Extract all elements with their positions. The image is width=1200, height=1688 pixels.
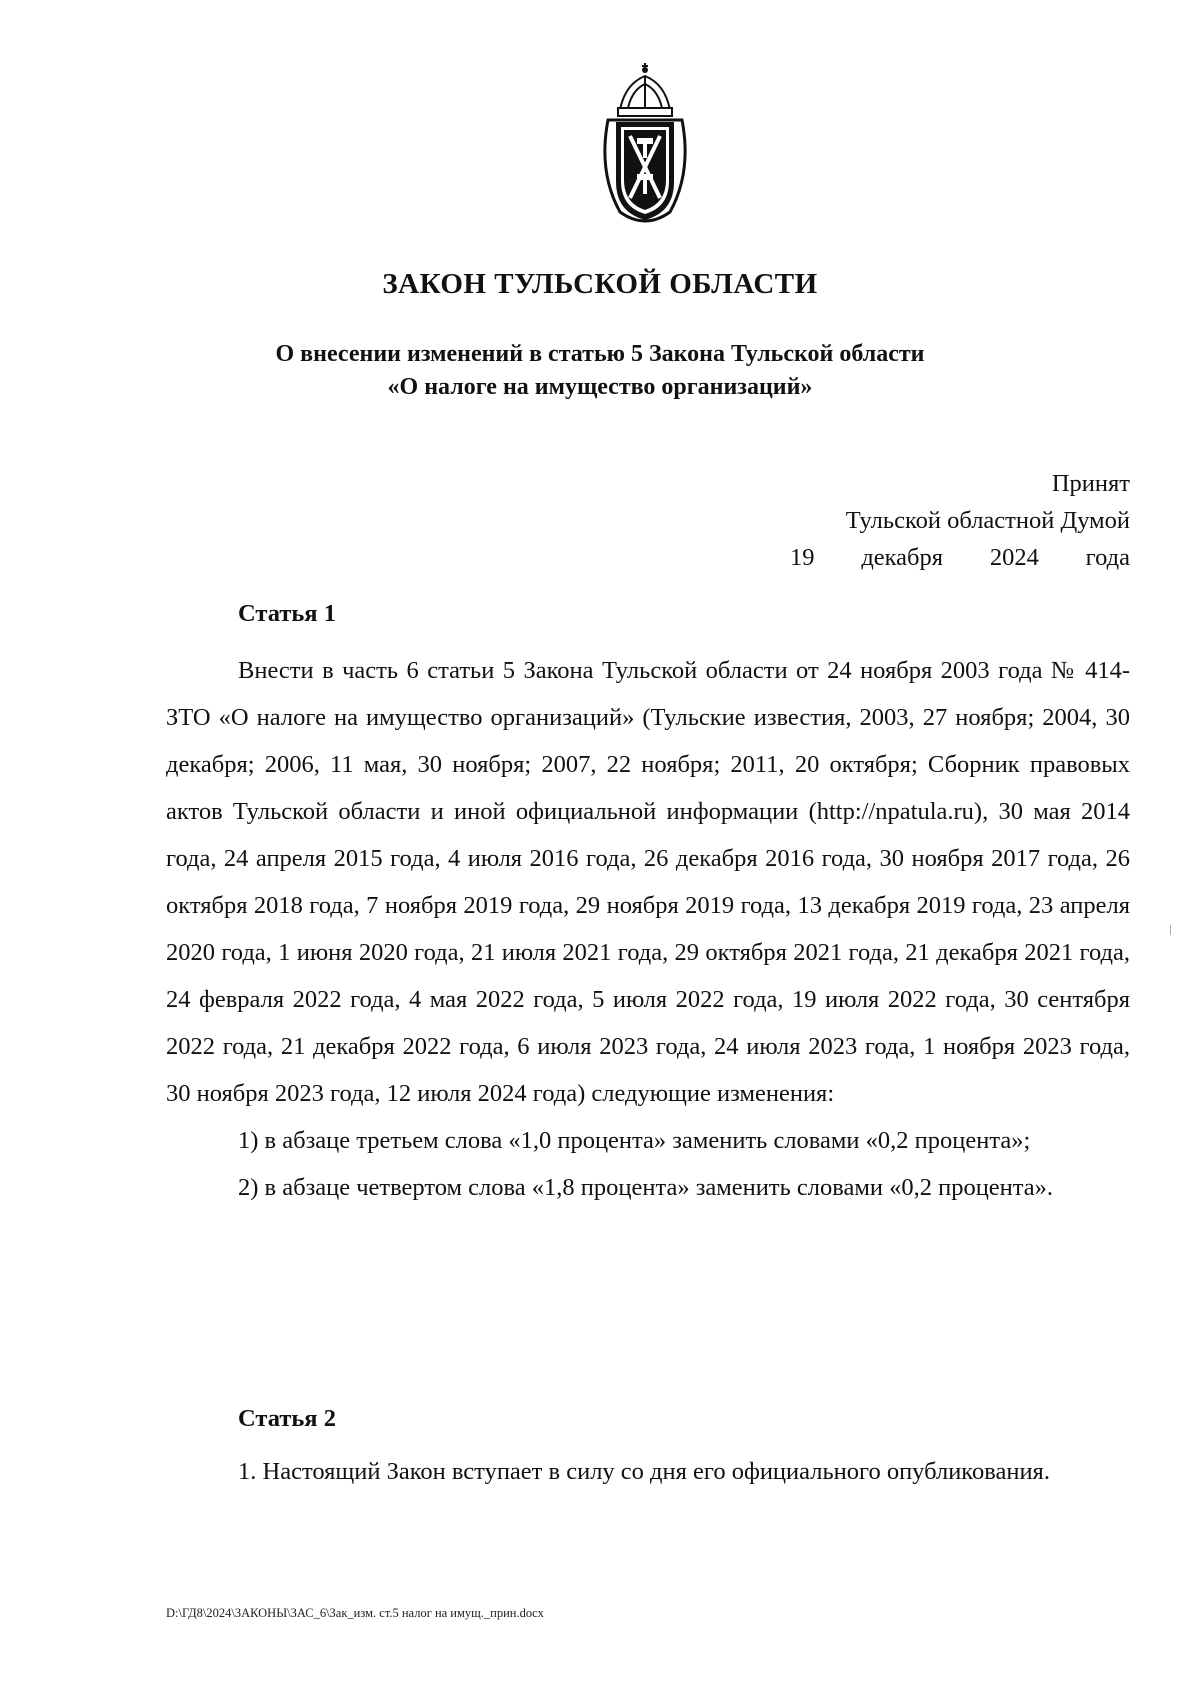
- coat-of-arms-icon: [590, 62, 700, 232]
- subtitle-line: О внесении изменений в статью 5 Закона Тульской области: [275, 341, 925, 367]
- adopted-by: Тульской областной Думой: [845, 507, 1130, 534]
- document-subtitle: [0, 338, 1200, 404]
- adoption-block: [790, 465, 1130, 576]
- article-1-item: 1) в абзаце третьем слова «1,0 процента» заменить словами «0,2 процента»;: [238, 1127, 1031, 1154]
- article-2-paragraph: 1. Настоящий Закон вступает в силу со дня его официального опубликования.: [238, 1458, 1050, 1485]
- article-1-heading: Статья 1: [238, 600, 336, 627]
- document-title: ЗАКОН ТУЛЬСКОЙ ОБЛАСТИ: [382, 268, 818, 300]
- adopted-label: Принят: [1051, 470, 1130, 497]
- adoption-day: 19: [790, 544, 815, 571]
- adoption-year-word: года: [1085, 544, 1130, 571]
- adoption-year: 2024: [989, 544, 1039, 571]
- article-1-paragraph: Внести в часть 6 статьи 5 Закона Тульской области от 24 ноября 2003 года № 414-ЗТО «О налоге на имущество организаций» (Тульские известия, 2003, 27 ноября; 2004, 30 декабря; 2006, 11 мая, 30 ноября; 2007, 22 ноября; 2011, 20 октября; Сборник правовых актов Тульской области и иной официальной информации (http://npatula.ru), 30 мая 2014 года, 24 апреля 2015 года, 4 июля 2016 года, 26 декабря 2016 года, 30 ноября 2017 года, 26 октября 2018 года, 7 ноября 2019 года, 29 ноября 2019 года, 13 декабря 2019 года, 23 апреля 2020 года, 1 июня 2020 года, 21 июля 2021 года, 29 октября 2021 года, 21 декабря 2021 года, 24 февраля 2022 года, 4 мая 2022 года, 5 июля 2022 года, 19 июля 2022 года, 30 сентября 2022 года, 21 декабря 2022 года, 6 июля 2023 года, 24 июля 2023 года, 1 ноября 2023 года, 30 ноября 2023 года, 12 июля 2024 года) следующие изменения:: [166, 657, 1130, 1107]
- subtitle-line: «О налоге на имущество организаций»: [387, 374, 813, 400]
- article-2-heading: Статья 2: [238, 1405, 336, 1432]
- adoption-month: декабря: [861, 544, 944, 571]
- adoption-date: [790, 539, 1130, 576]
- scan-mark: [1170, 925, 1171, 935]
- article-1-item: 2) в абзаце четвертом слова «1,8 процента» заменить словами «0,2 процента».: [238, 1174, 1054, 1201]
- article-2-body: [166, 1448, 1130, 1495]
- file-path-footer: D:\ГД8\2024\ЗАКОНЫ\ЗАС_6\Зак_изм. ст.5 налог на имущ._прин.docx: [166, 1606, 544, 1620]
- article-1-body: [166, 647, 1130, 1211]
